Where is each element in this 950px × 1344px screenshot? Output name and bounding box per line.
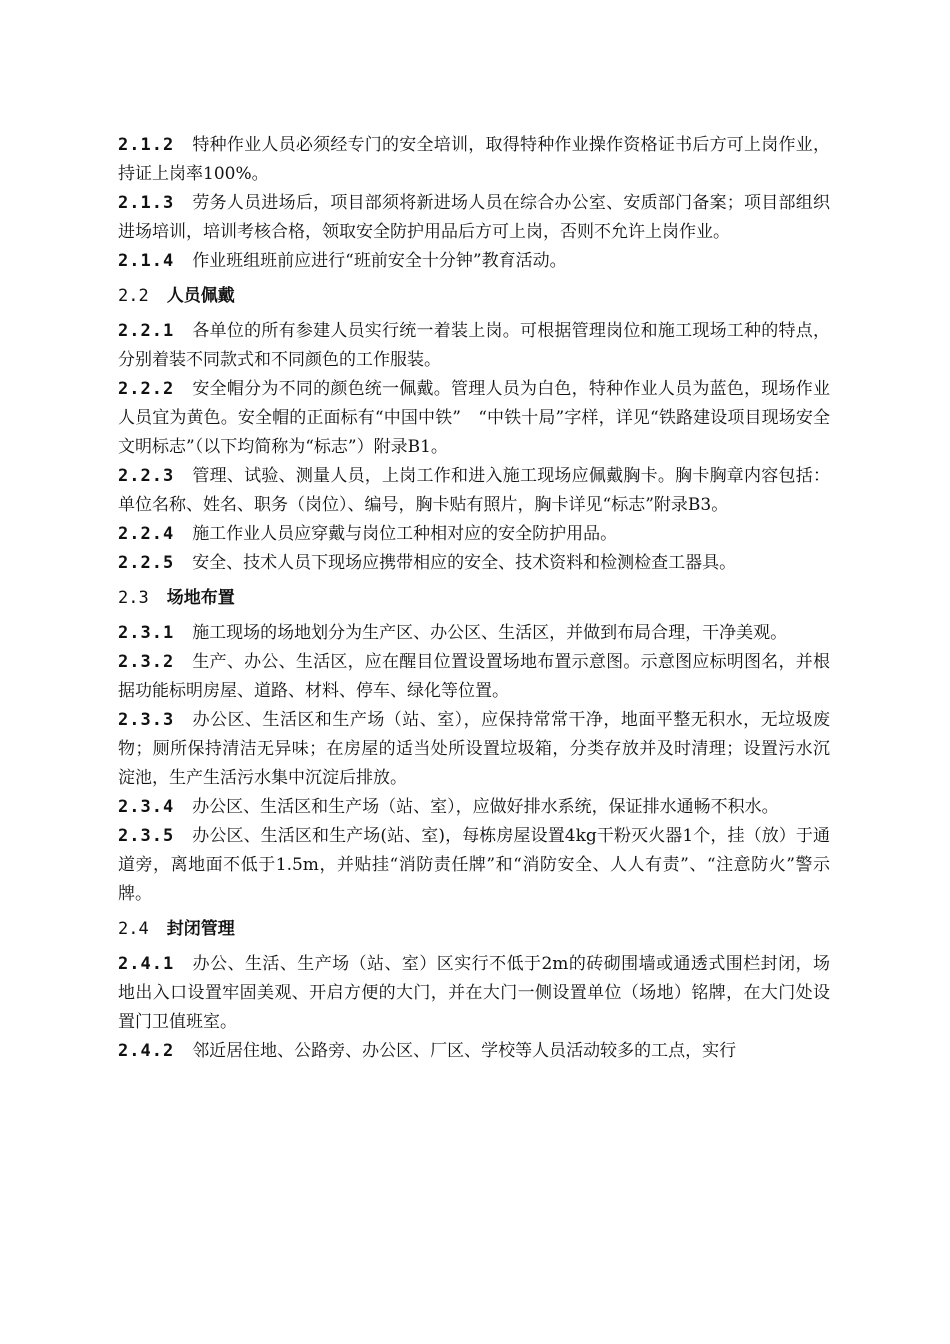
clause-number: 2.1.4	[118, 251, 175, 271]
clause-number: 2.2.2	[118, 379, 175, 399]
clause-text: 作业班组班前应进行“班前安全十分钟”教育活动。	[192, 251, 567, 271]
clause-2-2-4	[118, 520, 830, 549]
clause-number: 2.3.3	[118, 710, 175, 730]
clause-text: 办公区、生活区和生产场（站、室），应做好排水系统，保证排水通畅不积水。	[192, 797, 779, 817]
clause-number: 2.1.2	[118, 135, 175, 155]
clause-number: 2.2.4	[118, 524, 175, 544]
clause-2-3-2	[118, 648, 830, 706]
clause-2-4-1	[118, 950, 830, 1037]
section-heading	[118, 276, 830, 317]
document-page	[118, 131, 830, 1066]
clause-text: 施工现场的场地划分为生产区、办公区、生活区，并做到布局合理，干净美观。	[192, 623, 788, 643]
clause-text: 办公区、生活区和生产场(站、室)，每栋房屋设置4kg干粉灭火器1个，挂（放）于通道旁，离地面不低于1.5m，并贴挂“消防责任牌”和“消防安全、人人有责”、“注意防火”警示牌。	[118, 826, 830, 904]
clause-2-4-2	[118, 1037, 830, 1066]
clause-2-1-2	[118, 131, 830, 189]
clause-text: 邻近居住地、公路旁、办公区、厂区、学校等人员活动较多的工点，实行	[192, 1041, 737, 1061]
clause-2-1-3	[118, 189, 830, 247]
clause-2-2-5	[118, 549, 830, 578]
clause-text: 安全帽分为不同的颜色统一佩戴。管理人员为白色，特种作业人员为蓝色，现场作业人员宜为黄色。安全帽的正面标有“中国中铁” “中铁十局”字样，详见“铁路建设项目现场安全文明标志”（以下均简称为“标志”）附录B1。	[118, 379, 830, 457]
section-heading	[118, 578, 830, 619]
clause-text: 办公、生活、生产场（站、室）区实行不低于2m的砖砌围墙或通透式围栏封闭，场地出入口设置牢固美观、开启方便的大门，并在大门一侧设置单位（场地）铭牌，在大门处设置门卫值班室。	[118, 954, 830, 1032]
clause-2-3-1	[118, 619, 830, 648]
clause-text: 管理、试验、测量人员，上岗工作和进入施工现场应佩戴胸卡。胸卡胸章内容包括：单位名称、姓名、职务（岗位）、编号，胸卡贴有照片，胸卡详见“标志”附录B3。	[118, 466, 830, 515]
section-2-4	[118, 909, 830, 1066]
clause-2-3-5	[118, 822, 830, 909]
clause-number: 2.4.1	[118, 954, 175, 974]
clause-2-3-4	[118, 793, 830, 822]
section-2-3	[118, 578, 830, 909]
clause-number: 2.2.3	[118, 466, 175, 486]
clause-number: 2.2.1	[118, 321, 175, 341]
clause-2-3-3	[118, 706, 830, 793]
clause-number: 2.4.2	[118, 1041, 175, 1061]
section-title: 人员佩戴	[166, 286, 235, 306]
clause-2-1-4	[118, 247, 830, 276]
clause-2-2-3	[118, 462, 830, 520]
clause-text: 安全、技术人员下现场应携带相应的安全、技术资料和检测检查工器具。	[192, 553, 737, 573]
clause-2-2-2	[118, 375, 830, 462]
clause-number: 2.3.4	[118, 797, 175, 817]
clause-text: 生产、办公、生活区，应在醒目位置设置场地布置示意图。示意图应标明图名，并根据功能标明房屋、道路、材料、停车、绿化等位置。	[118, 652, 830, 701]
section-2-2	[118, 276, 830, 578]
clause-text: 劳务人员进场后，项目部须将新进场人员在综合办公室、安质部门备案；项目部组织进场培训，培训考核合格，领取安全防护用品后方可上岗，否则不允许上岗作业。	[118, 193, 830, 242]
section-2-1	[118, 131, 830, 276]
clause-number: 2.3.2	[118, 652, 175, 672]
section-title: 场地布置	[166, 588, 235, 608]
section-heading	[118, 909, 830, 950]
clause-number: 2.1.3	[118, 193, 175, 213]
clause-number: 2.2.5	[118, 553, 175, 573]
section-number: 2.2	[118, 286, 149, 306]
clause-number: 2.3.5	[118, 826, 175, 846]
clause-text: 施工作业人员应穿戴与岗位工种相对应的安全防护用品。	[192, 524, 618, 544]
clause-text: 各单位的所有参建人员实行统一着装上岗。可根据管理岗位和施工现场工种的特点，分别着装不同款式和不同颜色的工作服装。	[118, 321, 830, 370]
clause-text: 办公区、生活区和生产场（站、室），应保持常常干净，地面平整无积水，无垃圾废物；厕所保持清洁无异味；在房屋的适当处所设置垃圾箱，分类存放并及时清理；设置污水沉淀池，生产生活污水集中沉淀后排放。	[118, 710, 830, 788]
clause-number: 2.3.1	[118, 623, 175, 643]
section-title: 封闭管理	[166, 919, 235, 939]
section-number: 2.4	[118, 919, 149, 939]
clause-text: 特种作业人员必须经专门的安全培训，取得特种作业操作资格证书后方可上岗作业，持证上岗率100%。	[118, 135, 830, 184]
clause-2-2-1	[118, 317, 830, 375]
section-number: 2.3	[118, 588, 149, 608]
